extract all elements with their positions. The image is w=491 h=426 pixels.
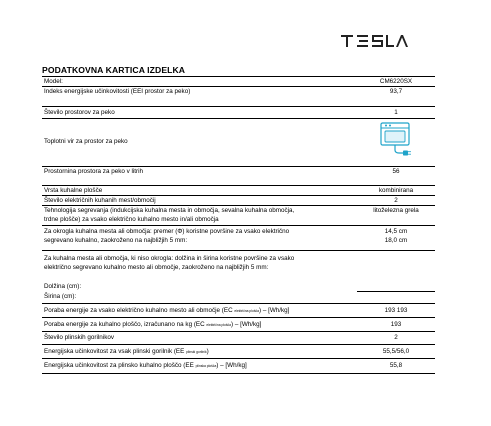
model-label: Model: bbox=[44, 78, 63, 85]
row-round-zones bbox=[42, 226, 435, 251]
volume-label: Prostornina prostora za peko v litrih bbox=[44, 168, 144, 175]
model-value: CM6220SX bbox=[379, 78, 413, 85]
round-value-1: 14,5 cm bbox=[384, 228, 408, 235]
length-label: Dolžina (cm): bbox=[44, 283, 82, 290]
cavities-label: Število prostorov za peko bbox=[44, 109, 115, 116]
row-ee-burner bbox=[42, 345, 435, 359]
row-ec-zone bbox=[42, 304, 435, 318]
gas-burners-label: Število plinskih gorilnikov bbox=[44, 334, 114, 341]
nonround-label-line2: električno segrevano kuhalno mesto ali območje, zaokroženo na najbližjih 5 mm: bbox=[44, 264, 269, 271]
row-ee-hob bbox=[42, 359, 435, 374]
row-hob-type bbox=[42, 186, 435, 196]
row-nonround-zones bbox=[42, 251, 435, 304]
page-title: PODATKOVNA KARTICA IZDELKA bbox=[42, 65, 186, 75]
ee-hob-label: Energijska učinkovitost za plinsko kuhalno ploščo (EE plinska plošča) – [Wh/kg] bbox=[44, 362, 247, 369]
row-cavities bbox=[42, 107, 435, 119]
length-value-line bbox=[357, 291, 435, 292]
gas-burners-value: 2 bbox=[394, 334, 398, 341]
brand-text: TESLA bbox=[341, 34, 345, 35]
technology-label-line1: Tehnologija segrevanja (indukcijska kuhalna mesta in območja, sevalna kuhalna območja, bbox=[44, 207, 295, 214]
width-label: Širina (cm): bbox=[44, 293, 77, 300]
zones-value: 2 bbox=[394, 197, 398, 204]
ec-hob-value: 193 bbox=[390, 321, 402, 328]
ec-zone-label: Poraba energije za vsako električno kuhalno mesto ali območje (EC električna plošča) – [Wh/kg] bbox=[44, 307, 290, 314]
row-ec-hob bbox=[42, 318, 435, 332]
row-technology bbox=[42, 206, 435, 226]
cavities-value: 1 bbox=[394, 109, 398, 116]
ee-burner-value: 55,5/56,0 bbox=[382, 348, 410, 355]
zones-label: Število električnih kuhanih mest/območij bbox=[44, 197, 156, 204]
row-gas-burners bbox=[42, 332, 435, 345]
round-label-line1: Za okrogla kuhalna mesta ali območja: premer (Φ) koristne površine za vsako električno bbox=[44, 228, 290, 235]
nonround-label-line1: Za kuhalna mesta ali območja, ki niso okrogla: dolžina in širina koristne površine za vsako bbox=[44, 255, 295, 262]
round-value-2: 18,0 cm bbox=[384, 237, 408, 244]
row-heat-source bbox=[42, 119, 435, 167]
ee-burner-label: Energijska učinkovitost za vsak plinski gorilnik (EE plinski gorilnik) bbox=[44, 348, 209, 355]
heat-source-label: Toplotni vir za prostor za peko bbox=[44, 138, 128, 145]
tesla-logo bbox=[341, 34, 409, 48]
eei-value: 93,7 bbox=[389, 88, 403, 95]
technology-value: litoželezna grela bbox=[373, 207, 419, 214]
hob-type-label: Vrsta kuhalne plošče bbox=[44, 187, 103, 194]
electric-oven-icon bbox=[380, 122, 412, 158]
row-model bbox=[42, 77, 435, 87]
hob-type-value: kombinirana bbox=[378, 187, 414, 194]
round-label-line2: segrevano kuhalno, zaokroženo na najbližjih 5 mm: bbox=[44, 237, 188, 244]
row-eei bbox=[42, 87, 435, 107]
row-zones bbox=[42, 196, 435, 206]
product-data-table bbox=[42, 76, 435, 374]
ec-hob-label: Poraba energije za kuhalno ploščo, izračunano na kg (EC električna plošča) – [Wh/kg] bbox=[44, 321, 262, 328]
technology-label-line2: trdne plošče) za vsako električno kuhalno mesto in/ali območja bbox=[44, 216, 219, 223]
volume-value: 56 bbox=[392, 168, 400, 175]
ec-zone-value: 193 193 bbox=[384, 307, 408, 314]
ee-hob-value: 55,8 bbox=[389, 362, 403, 369]
row-volume bbox=[42, 167, 435, 186]
eei-label: Indeks energijske učinkovitosti (EEI prostor za peko) bbox=[44, 88, 191, 95]
